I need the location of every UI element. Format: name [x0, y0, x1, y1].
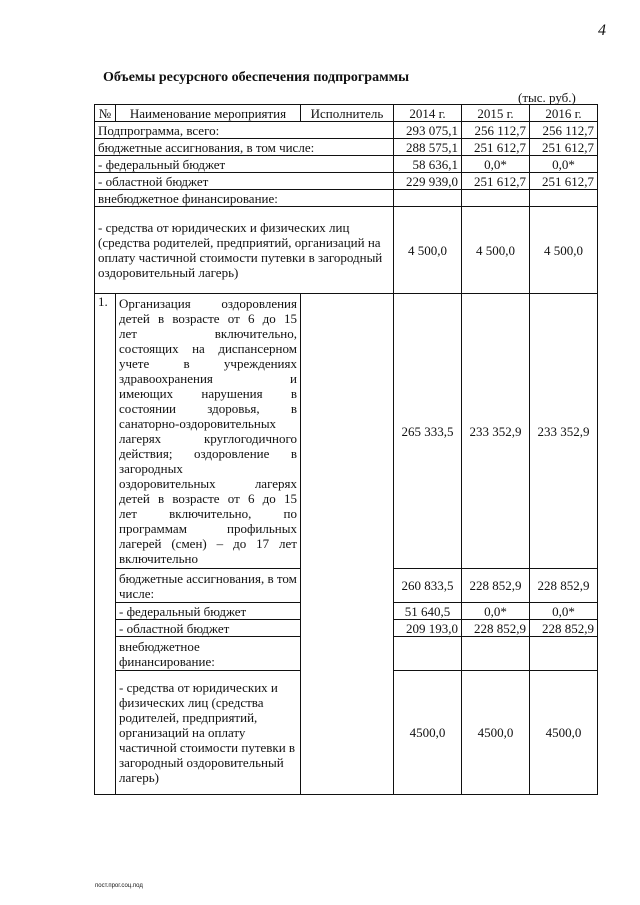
row-label: - областной бюджет — [116, 620, 301, 637]
value-2015: 228 852,9 — [462, 569, 530, 603]
table-row — [95, 190, 598, 207]
page-number-mark: 4 — [598, 22, 606, 39]
value-2016: 233 352,9 — [530, 294, 598, 569]
row-label: - федеральный бюджет — [95, 156, 394, 173]
value-2016 — [530, 190, 598, 207]
table-row — [95, 294, 598, 569]
description-line: детей в возрасте от 6 до 15 — [119, 491, 297, 506]
resource-table — [94, 104, 598, 795]
item-description — [116, 294, 301, 569]
value-2015: 251 612,7 — [462, 139, 530, 156]
header-2016: 2016 г. — [530, 105, 598, 122]
value-2016: 4 500,0 — [530, 207, 598, 294]
value-2014: 209 193,0 — [394, 620, 462, 637]
description-line: лет включительно, по — [119, 506, 297, 521]
value-2015: 251 612,7 — [462, 173, 530, 190]
value-2014: 260 833,5 — [394, 569, 462, 603]
row-label: бюджетные ассигнования, в том числе: — [95, 139, 394, 156]
value-2014 — [394, 190, 462, 207]
value-2015: 4500,0 — [462, 671, 530, 795]
row-label: - федеральный бюджет — [116, 603, 301, 620]
description-line: здравоохранения и — [119, 371, 297, 386]
value-2016: 0,0* — [530, 156, 598, 173]
row-label: Подпрограмма, всего: — [95, 122, 394, 139]
value-2015: 228 852,9 — [462, 620, 530, 637]
row-label: - областной бюджет — [95, 173, 394, 190]
description-line: имеющих нарушения в — [119, 386, 297, 401]
header-2014: 2014 г. — [394, 105, 462, 122]
value-2016: 251 612,7 — [530, 173, 598, 190]
value-2014: 51 640,5 — [394, 603, 462, 620]
value-2016: 228 852,9 — [530, 569, 598, 603]
table-row — [95, 156, 598, 173]
description-line: оздоровительных лагерях — [119, 476, 297, 491]
value-2014: 229 939,0 — [394, 173, 462, 190]
row-label: - средства от юридических и физических лиц (средства родителей, предприятий, организаций на оплату частичной стоимости путевки в загородный оздоровительный лагерь) — [116, 671, 301, 795]
footer-file-label: пост.прог.соц.под — [95, 883, 143, 889]
value-2014: 4500,0 — [394, 671, 462, 795]
value-2015: 0,0* — [462, 603, 530, 620]
row-label: бюджетные ассигнования, в том числе: — [116, 569, 301, 603]
item-number: 1. — [95, 294, 116, 795]
description-line: учете в учреждениях — [119, 356, 297, 371]
value-2014: 4 500,0 — [394, 207, 462, 294]
value-2015 — [462, 190, 530, 207]
value-2016: 251 612,7 — [530, 139, 598, 156]
header-name: Наименование мероприятия — [116, 105, 301, 122]
table-row — [95, 207, 598, 294]
value-2016: 0,0* — [530, 603, 598, 620]
header-executor: Исполнитель — [301, 105, 394, 122]
document-title: Объемы ресурсного обеспечения подпрограммы — [103, 70, 410, 85]
value-2014 — [394, 637, 462, 671]
row-label: внебюджетное финансирование: — [95, 190, 394, 207]
value-2014: 293 075,1 — [394, 122, 462, 139]
header-num: № — [95, 105, 116, 122]
value-2016: 4500,0 — [530, 671, 598, 795]
description-line: действия; оздоровление в — [119, 446, 297, 461]
item-executor — [301, 294, 394, 795]
description-line: санаторно-оздоровительных — [119, 416, 277, 431]
value-2015: 256 112,7 — [462, 122, 530, 139]
description-line: Организация оздоровления — [119, 296, 297, 311]
description-line: загородных — [119, 461, 183, 476]
row-label: - средства от юридических и физических лиц (средства родителей, предприятий, организаций на оплату частичной стоимости путевки в загородный оздоровительный лагерь) — [95, 207, 394, 294]
value-2015 — [462, 637, 530, 671]
table-row — [95, 139, 598, 156]
row-label: внебюджетное финансирование: — [116, 637, 301, 671]
units-label: (тыс. руб.) — [518, 90, 576, 105]
value-2016: 256 112,7 — [530, 122, 598, 139]
description-line: включительно — [119, 551, 198, 566]
table-header-row — [95, 105, 598, 122]
value-2014: 58 636,1 — [394, 156, 462, 173]
value-2015: 4 500,0 — [462, 207, 530, 294]
table-row — [95, 122, 598, 139]
description-line: лагерях круглогодичного — [119, 431, 297, 446]
description-line: состоящих на диспансерном — [119, 341, 297, 356]
description-line: детей в возрасте от 6 до 15 — [119, 311, 297, 326]
description-line: лагерей (смен) – до 17 лет — [119, 536, 297, 551]
value-2015: 233 352,9 — [462, 294, 530, 569]
value-2016 — [530, 637, 598, 671]
description-line: программам профильных — [119, 521, 297, 536]
description-line: состоянии здоровья, в — [119, 401, 297, 416]
value-2015: 0,0* — [462, 156, 530, 173]
header-2015: 2015 г. — [462, 105, 530, 122]
value-2014: 288 575,1 — [394, 139, 462, 156]
value-2014: 265 333,5 — [394, 294, 462, 569]
table-row — [95, 173, 598, 190]
value-2016: 228 852,9 — [530, 620, 598, 637]
description-line: лет включительно, — [119, 326, 297, 341]
